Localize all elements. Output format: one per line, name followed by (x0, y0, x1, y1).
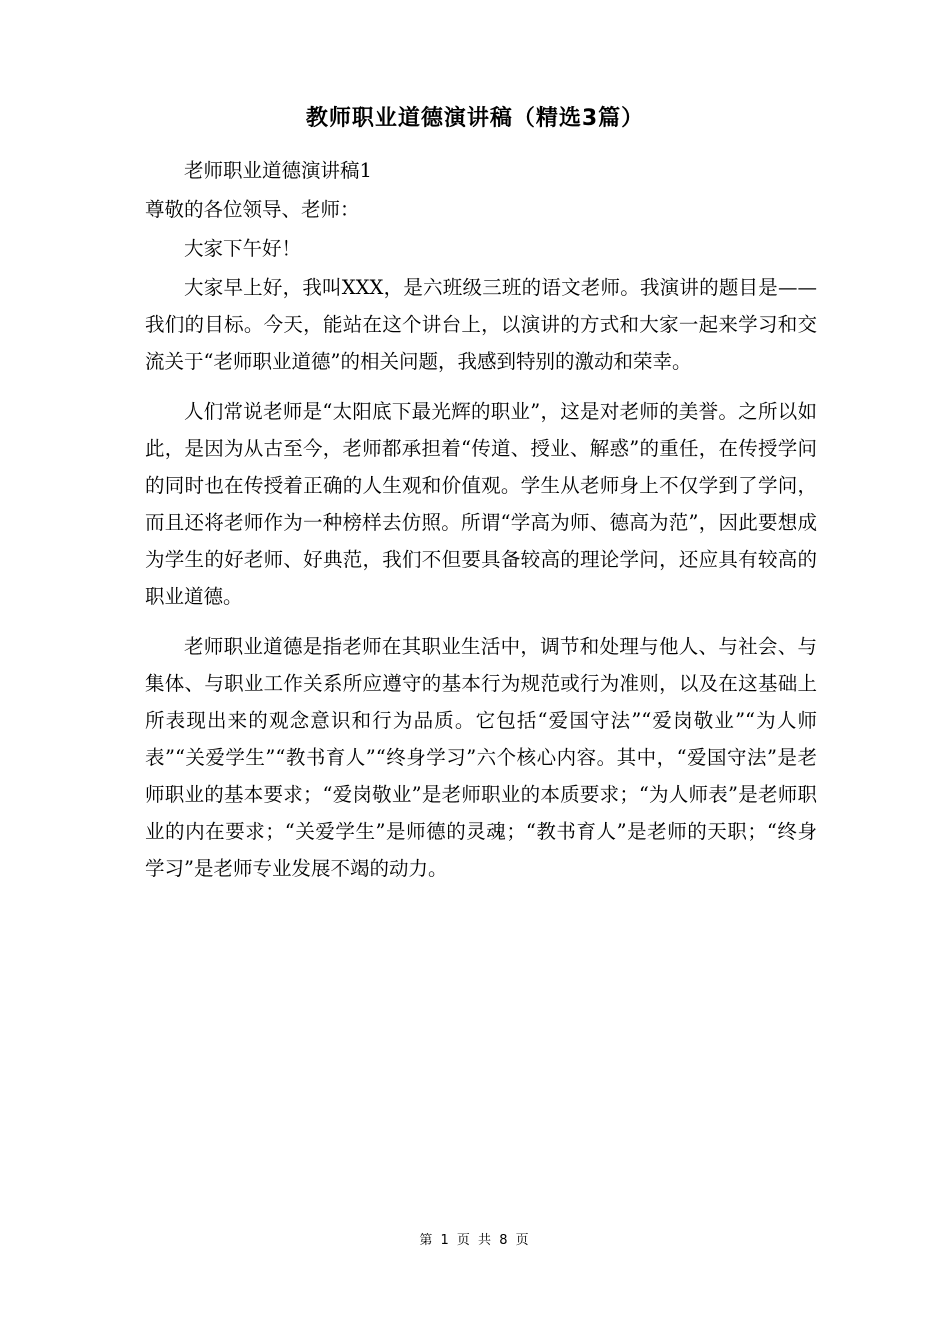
paragraph-intro: 大家早上好，我叫XXX，是六班级三班的语文老师。我演讲的题目是——我们的目标。今天，能站在这个讲台上，以演讲的方式和大家一起来学习和交流关于“老师职业道德”的相关问题，我感到特别的激动和荣幸。 (145, 276, 817, 373)
page-number-footer: 第 1 页 共 8 页 (419, 1233, 531, 1248)
section-heading: 老师职业道德演讲稿1 (184, 159, 372, 182)
greeting: 大家下午好！ (184, 237, 302, 260)
document-body (145, 152, 817, 887)
paragraph-honor: 人们常说老师是“太阳底下最光辉的职业”，这是对老师的美誉。之所以如此，是因为从古至今，老师都承担着“传道、授业、解惑”的重任，在传授学问的同时也在传授着正确的人生观和价值观。学生从老师身上不仅学到了学问，而且还将老师作为一种榜样去仿照。所谓“学高为师、德高为范”，因此要想成为学生的好老师、好典范，我们不但要具备较高的理论学问，还应具有较高的职业道德。 (145, 400, 817, 608)
paragraph-ethics: 老师职业道德是指老师在其职业生活中，调节和处理与他人、与社会、与集体、与职业工作关系所应遵守的基本行为规范或行为准则，以及在这基础上所表现出来的观念意识和行为品质。它包括“爱国守法”“爱岗敬业”“为人师表”“关爱学生”“教书育人”“终身学习”六个核心内容。其中，“爱国守法”是老师职业的基本要求；“爱岗敬业”是老师职业的本质要求；“为人师表”是老师职业的内在要求；“关爱学生”是师德的灵魂；“教书育人”是老师的天职；“终身学习”是老师专业发展不竭的动力。 (145, 635, 817, 880)
document-title: 教师职业道德演讲稿（精选3篇） (305, 106, 645, 131)
salutation: 尊敬的各位领导、老师： (145, 198, 360, 221)
